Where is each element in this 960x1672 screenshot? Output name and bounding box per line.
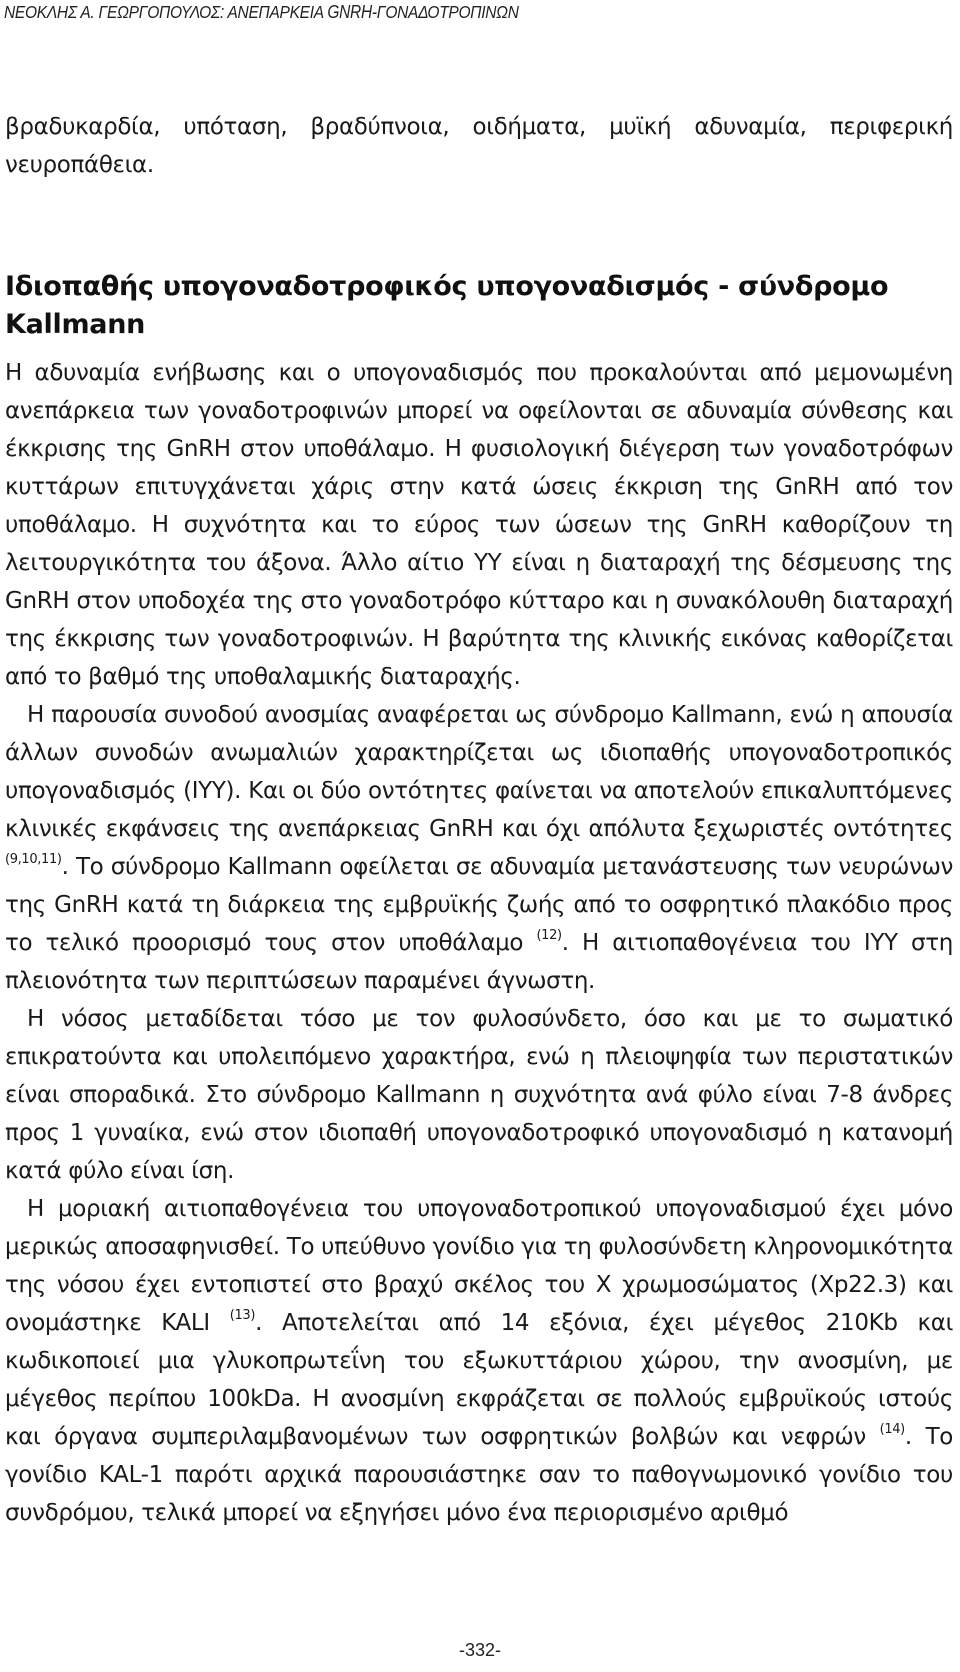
page-number: -332- (458, 1640, 502, 1660)
section-heading: Ιδιοπαθής υπογοναδοτροφικός υπογοναδισμός - σύνδρομο Kallmann (5, 271, 889, 340)
page-body (5, 108, 953, 1532)
paragraph-4-text: . Το γονίδιο KAL-1 παρότι αρχικά παρουσιάστηκε σαν το παθογνωμονικό γονίδιο του συνδρόμου, τελικά μπορεί να εξηγήσει μόνο ένα περιορισμένο αριθμό (5, 1424, 953, 1526)
paragraph-2-text: . Η αιτιοπαθογένεια του ΙΥΥ στη πλειονότητα των περιπτώσεων παραμένει άγνωστη. (5, 930, 953, 994)
citation-ref: (9,10,11) (5, 852, 62, 867)
paragraph-4-text: Η μοριακή αιτιοπαθογένεια του υπογοναδοτροπικού υπογοναδισμού έχει μόνο μερικώς αποσαφηνισθεί. Το υπεύθυνο γονίδιο για τη φυλοσύνδετη κληρονομικότητα της νόσου έχει εντοπιστεί στο βραχύ σκέλος του Χ χρωμοσώματος (Xp22.3) και ονομάστηκε KALI (5, 1196, 953, 1336)
paragraph-3: Η νόσος μεταδίδεται τόσο με τον φυλοσύνδετο, όσο και με το σωματικό επικρατούντα και υπολειπόμενο χαρακτήρα, ενώ η πλειοψηφία των περιστατικών είναι σποραδικά. Στο σύνδρομο Kallmann η συχνότητα ανά φύλο είναι 7-8 άνδρες προς 1 γυναίκα, ενώ στον ιδιοπαθή υπογοναδοτροφικό υπογοναδισμό η κατανομή κατά φύλο είναι ίση. (5, 1006, 953, 1184)
paragraph-2-text: Η παρουσία συνοδού ανοσμίας αναφέρεται ως σύνδρομο Kallmann, ενώ η απουσία άλλων συνοδών ανωμαλιών χαρακτηρίζεται ως ιδιοπαθής υπογοναδοτροπικός υπογοναδισμός (ΙΥΥ). Και οι δύο οντότητες φαίνεται να αποτελούν επικαλυπτόμενες κλινικές εκφάνσεις της ανεπάρκειας GnRH και όχι απόλυτα ξεχωριστές οντότητες (5, 702, 953, 842)
running-head: ΝΕΟΚΛΗΣ Α. ΓΕΩΡΓΟΠΟΥΛΟΣ: ΑΝΕΠΑΡΚΕΙΑ GNRH-ΓΟΝΑΔΟΤΡΟΠΙΝΩΝ (4, 2, 519, 22)
paragraph-4 (5, 1190, 953, 1532)
paragraph-4-text: . Αποτελείται από 14 εξόνια, έχει μέγεθος 210Kb και κωδικοποιεί μια γλυκοπρωτεΐνη του εξωκυττάριου χώρου, την ανοσμίνη, με μέγεθος περίπου 100kDa. Η ανοσμίνη εκφράζεται σε πολλούς εμβρυϊκούς ιστούς και όργανα συμπεριλαμβανομένων των οσφρητικών βολβών και νεφρών (5, 1310, 953, 1450)
citation-ref: (12) (536, 928, 562, 943)
citation-ref: (14) (879, 1422, 905, 1437)
paragraph-2 (5, 696, 953, 1000)
citation-ref: (13) (229, 1308, 256, 1323)
paragraph-1: Η αδυναμία ενήβωσης και ο υπογοναδισμός που προκαλούνται από μεμονωμένη ανεπάρκεια των γοναδοτροφινών μπορεί να οφείλονται σε αδυναμία σύνθεσης και έκκρισης της GnRH στον υποθάλαμο. Η φυσιολογική διέγερση των γοναδοτρόφων κυττάρων επιτυγχάνεται χάρις στην κατά ώσεις έκκριση της GnRH από τον υποθάλαμο. Η συχνότητα και το εύρος των ώσεων της GnRH καθορίζουν τη λειτουργικότητα του άξονα. Άλλο αίτιο ΥΥ είναι η διαταραχή της δέσμευσης της GnRH στον υποδοχέα της στο γοναδοτρόφο κύτταρο και η συνακόλουθη διαταραχή της έκκρισης των γοναδοτροφινών. Η βαρύτητα της κλινικής εικόνας καθορίζεται από το βαθμό της υποθαλαμικής διαταραχής. (5, 360, 953, 690)
paragraph-2-text: . Το σύνδρομο Kallmann οφείλεται σε αδυναμία μετανάστευσης των νευρώνων της GnRH κατά τη διάρκεια της εμβρυϊκής ζωής από το οσφρητικό πλακόδιο προς το τελικό προορισμό τους στον υποθάλαμο (5, 854, 953, 956)
intro-paragraph: βραδυκαρδία, υπόταση, βραδύπνοια, οιδήματα, μυϊκή αδυναμία, περιφερική νευροπάθεια. (5, 114, 953, 178)
